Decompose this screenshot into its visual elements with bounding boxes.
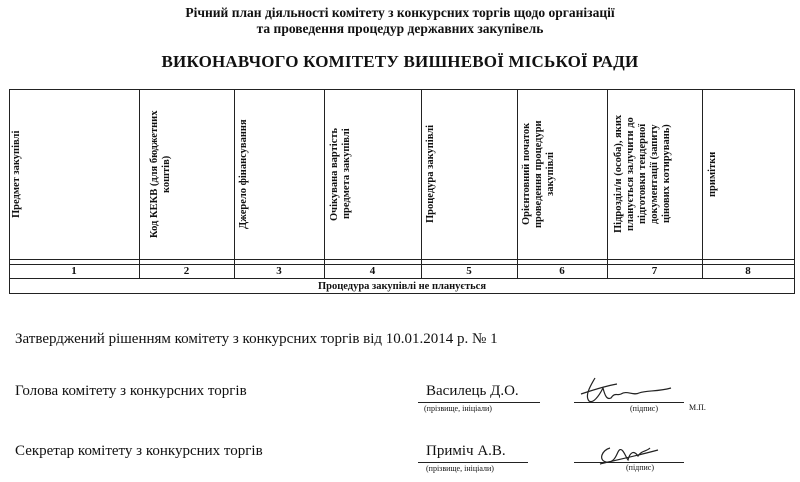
procurement-plan-table [9,89,795,294]
plan-title-line-1: Річний план діяльності комітету з конкурсних торгів щодо організації [185,5,615,20]
column-number: 5 [466,265,472,277]
column-divider [139,89,140,279]
column-header-expected-cost: Очікувана вартість предмета закупівлі [329,127,352,221]
column-header-responsible-units: Підрозділ/и (особа), яких планується залучити до підготовки тендерної документації (запиту цінових котирувань) [613,114,672,234]
table-header-divider [9,259,795,260]
chair-name-underline [418,402,540,403]
column-number: 8 [745,265,751,277]
column-header-notes: примітки [707,151,718,197]
column-number: 1 [71,265,77,277]
chair-name: Василець Д.О. [426,383,519,399]
column-number: 4 [369,265,376,277]
column-divider [702,89,703,279]
secretary-label: Секретар комітету з конкурсних торгів [15,443,263,459]
secretary-name-caption: (прізвище, ініціали) [426,464,494,473]
column-number: 2 [183,265,190,277]
no-procedure-note: Процедура закупівлі не планується [317,281,487,292]
chair-signature [575,374,675,406]
column-header-start-date: Орієнтовний початок проведення процедури закупівлі [521,120,556,228]
secretary-signature-caption: (підпис) [626,463,655,472]
column-divider [421,89,422,279]
column-header-kekv-code: Код КЕКВ (для бюджетних коштів) [149,110,172,238]
chair-label: Голова комітету з конкурсних торгів [15,383,247,399]
organization-title: ВИКОНАВЧОГО КОМІТЕТУ ВИШНЕВОЇ МІСЬКОЇ РАДИ [161,52,639,71]
column-number: 7 [651,265,658,277]
plan-title-line-2: та проведення процедур державних закупівель [256,21,544,36]
column-divider [234,89,235,279]
column-number: 3 [276,265,282,277]
secretary-name: Приміч А.В. [426,443,506,459]
chair-name-caption: (прізвище, ініціали) [424,404,492,413]
column-header-subject: Предмет закупівлі [11,130,22,218]
table-numbers-divider [9,278,795,279]
stamp-place-caption: М.П. [689,403,706,412]
column-divider [517,89,518,279]
table-top-border [9,89,795,90]
table-right-border [794,89,795,294]
column-number: 6 [559,265,565,277]
approval-statement: Затверджений рішенням комітету з конкурсних торгів від 10.01.2014 р. № 1 [15,331,498,347]
secretary-name-underline [418,462,528,463]
column-header-funding-source: Джерело фінансування [238,119,249,229]
column-divider [607,89,608,279]
column-divider [324,89,325,279]
chair-signature-caption: (підпис) [630,404,659,413]
column-header-procedure: Процедура закупівлі [425,124,436,224]
